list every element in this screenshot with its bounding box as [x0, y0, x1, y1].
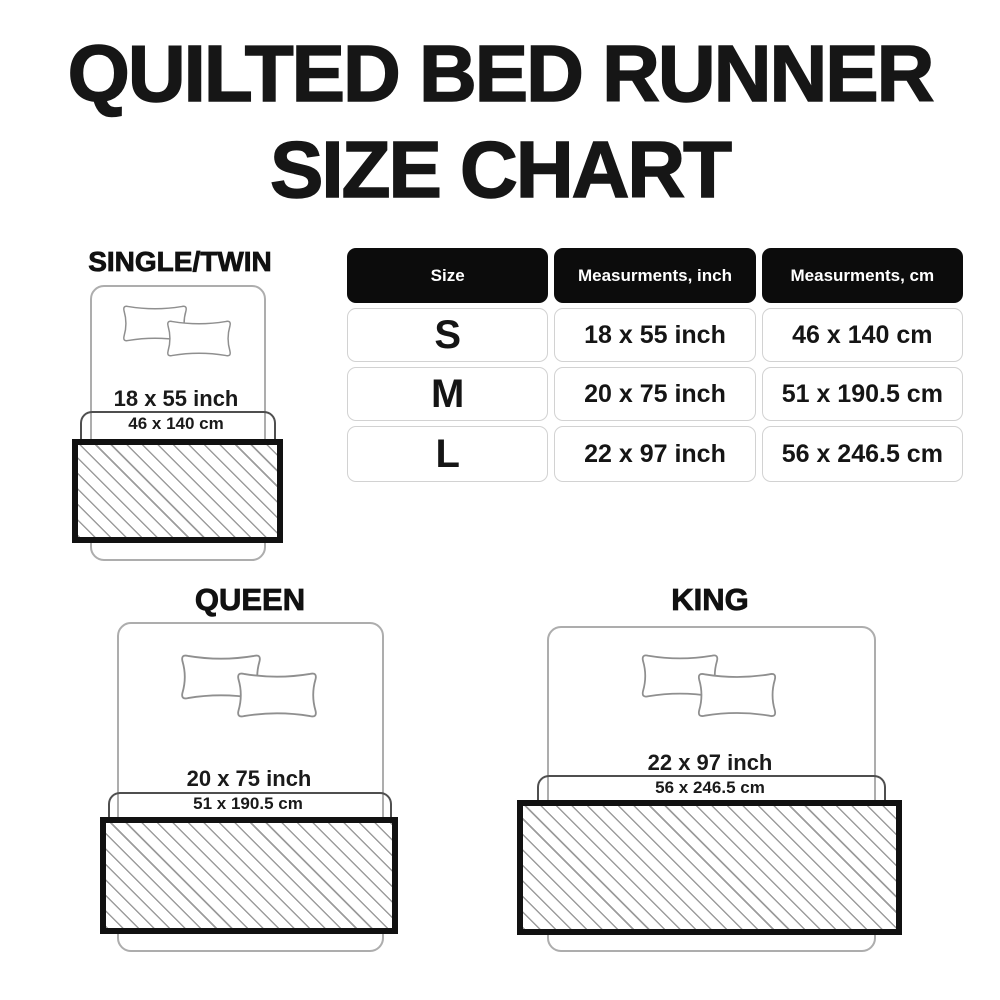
bed-size-title-queen: QUEEN: [194, 582, 306, 617]
inch-dimension-label: 22 x 97 inch: [647, 750, 773, 775]
page-title-line2: SIZE CHART: [270, 125, 730, 214]
bed-size-title-single: SINGLE/TWIN: [88, 246, 272, 277]
size-table: [347, 248, 963, 482]
table-cell-size-l: L: [347, 426, 548, 482]
table-cell-cm-s: 46 x 140 cm: [762, 308, 963, 362]
cm-dimension-label: 51 x 190.5 cm: [193, 794, 303, 813]
bed-size-title-king: KING: [671, 582, 749, 617]
pillow-icon: [162, 312, 236, 365]
pillow-icon: [230, 662, 324, 728]
pillow-icon: [692, 662, 782, 728]
table-cell-inch-s: 18 x 55 inch: [554, 308, 755, 362]
table-cell-inch-m: 20 x 75 inch: [554, 367, 755, 421]
col-header-size: Size: [347, 248, 548, 303]
bed-runner-swatch: [100, 817, 398, 934]
table-cell-inch-l: 22 x 97 inch: [554, 426, 755, 482]
table-cell-cm-m: 51 x 190.5 cm: [762, 367, 963, 421]
table-cell-cm-l: 56 x 246.5 cm: [762, 426, 963, 482]
col-header-inch: Measurments, inch: [554, 248, 755, 303]
table-cell-size-m: M: [347, 367, 548, 421]
inch-dimension-label: 18 x 55 inch: [113, 386, 239, 411]
cm-dimension-label: 56 x 246.5 cm: [655, 778, 765, 797]
page-title: [0, 26, 1000, 218]
bed-runner-swatch: [517, 800, 902, 935]
table-cell-size-s: S: [347, 308, 548, 362]
page-title-line1: QUILTED BED RUNNER: [67, 29, 933, 118]
cm-dimension-label: 46 x 140 cm: [128, 414, 224, 433]
bed-runner-swatch: [72, 439, 283, 543]
inch-dimension-label: 20 x 75 inch: [186, 766, 312, 791]
col-header-cm: Measurments, cm: [762, 248, 963, 303]
